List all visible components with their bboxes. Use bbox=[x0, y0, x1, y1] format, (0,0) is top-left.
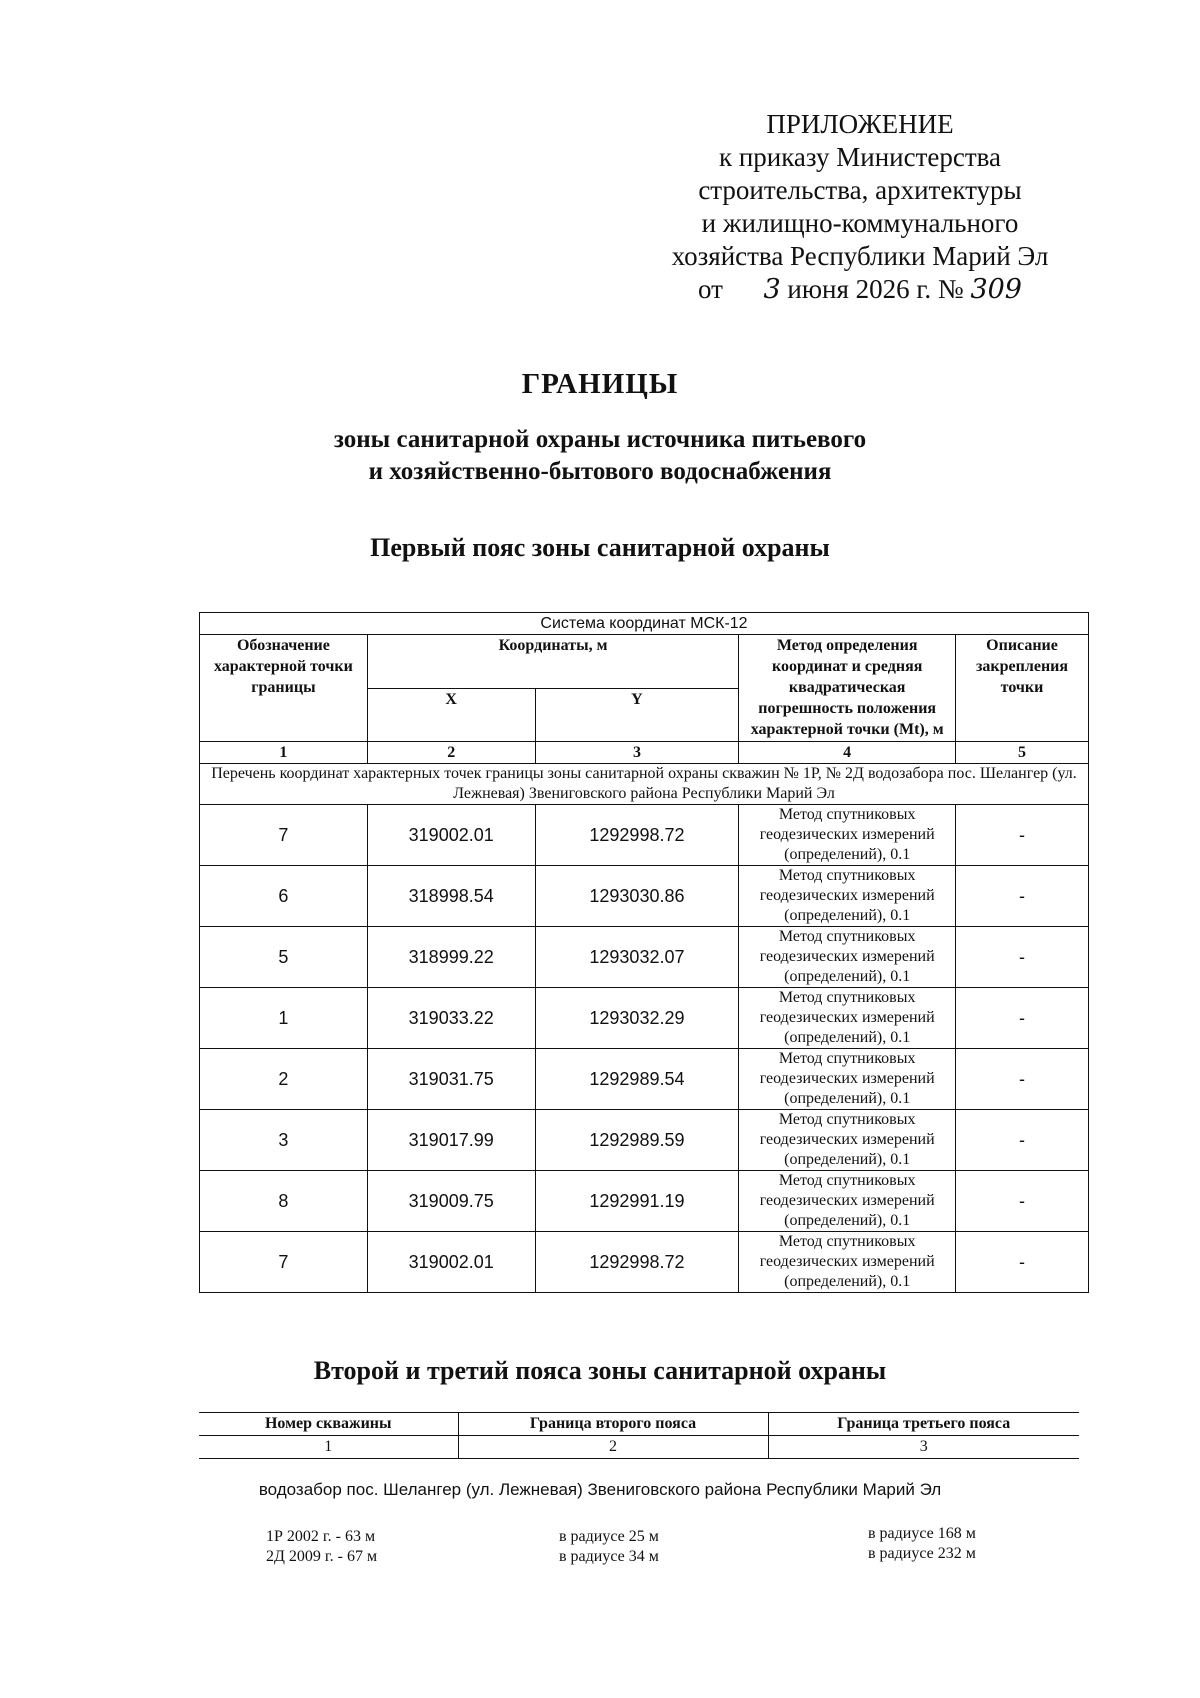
cell-method: Метод спутниковых геодезических измерений (определений), 0.1 bbox=[739, 988, 956, 1049]
cell-point: 8 bbox=[200, 1171, 368, 1232]
header-well-number: Номер скважины bbox=[199, 1413, 458, 1436]
cell-x: 319033.22 bbox=[367, 988, 535, 1049]
list-item: в радиусе 25 м bbox=[559, 1528, 659, 1545]
cell-y: 1292998.72 bbox=[535, 1232, 739, 1293]
subtitle-line: зоны санитарной охраны источника питьевого bbox=[333, 426, 867, 453]
cell-y: 1292989.54 bbox=[535, 1049, 739, 1110]
appendix-date-line bbox=[640, 273, 1080, 306]
cell-y: 1293032.29 bbox=[535, 988, 739, 1049]
appendix-line: строительства, архитектуры bbox=[698, 175, 1022, 205]
column-number: 3 bbox=[768, 1436, 1079, 1459]
date-prefix: от bbox=[698, 274, 723, 304]
column-number: 4 bbox=[739, 742, 956, 764]
document-subtitle bbox=[0, 424, 1200, 488]
column-number: 2 bbox=[458, 1436, 768, 1459]
order-number: 309 bbox=[970, 274, 1022, 305]
list-item: в радиусе 232 м bbox=[868, 1545, 976, 1562]
cell-point: 3 bbox=[200, 1110, 368, 1171]
cell-y: 1292991.19 bbox=[535, 1171, 739, 1232]
cell-description: - bbox=[956, 1110, 1089, 1171]
header-point: Обозначение характерной точки границы bbox=[200, 635, 368, 742]
document-title: ГРАНИЦЫ bbox=[521, 368, 679, 400]
cell-point: 7 bbox=[200, 805, 368, 866]
column-number: 2 bbox=[367, 742, 535, 764]
section-heading-second-third-belts: Второй и третий пояса зоны санитарной охраны bbox=[313, 1356, 887, 1385]
header-y: Y bbox=[535, 688, 739, 742]
cell-description: - bbox=[956, 1171, 1089, 1232]
header-second-belt: Граница второго пояса bbox=[458, 1413, 768, 1436]
cell-y: 1293032.07 bbox=[535, 927, 739, 988]
header-method: Метод определения координат и средняя квадратическая погрешность положения характерной точки (Mt), м bbox=[739, 635, 956, 742]
cell-point: 5 bbox=[200, 927, 368, 988]
header-description: Описание закрепления точки bbox=[956, 635, 1089, 742]
column-number: 3 bbox=[535, 742, 739, 764]
cell-description: - bbox=[956, 866, 1089, 927]
column-number: 5 bbox=[956, 742, 1089, 764]
second-belt-radii bbox=[559, 1527, 659, 1567]
table-note: Перечень координат характерных точек границы зоны санитарной охраны скважин № 1Р, № 2Д водозабора пос. Шелангер (ул. Лежневая) Звениговского района Республики Марий Эл bbox=[200, 764, 1089, 805]
table-row bbox=[200, 1171, 1089, 1232]
table-row bbox=[200, 1110, 1089, 1171]
cell-point: 6 bbox=[200, 866, 368, 927]
water-intake-caption: водозабор пос. Шелангер (ул. Лежневая) Звениговского района Республики Марий Эл bbox=[258, 1480, 942, 1499]
header-x: X bbox=[367, 688, 535, 742]
cell-y: 1292989.59 bbox=[535, 1110, 739, 1171]
cell-method: Метод спутниковых геодезических измерений (определений), 0.1 bbox=[739, 1171, 956, 1232]
header-third-belt: Граница третьего пояса bbox=[768, 1413, 1079, 1436]
cell-method: Метод спутниковых геодезических измерений (определений), 0.1 bbox=[739, 927, 956, 988]
cell-method: Метод спутниковых геодезических измерений (определений), 0.1 bbox=[739, 805, 956, 866]
cell-point: 2 bbox=[200, 1049, 368, 1110]
appendix-line: и жилищно-коммунального bbox=[701, 208, 1019, 238]
list-item: 1Р 2002 г. - 63 м bbox=[266, 1528, 376, 1545]
subtitle-line: и хозяйственно-бытового водоснабжения bbox=[368, 458, 832, 485]
cell-y: 1292998.72 bbox=[535, 805, 739, 866]
cell-x: 319017.99 bbox=[367, 1110, 535, 1171]
coordinate-system: Система координат МСК-12 bbox=[200, 613, 1089, 635]
third-belt-radii bbox=[868, 1524, 976, 1564]
cell-x: 319009.75 bbox=[367, 1171, 535, 1232]
table-row bbox=[200, 988, 1089, 1049]
cell-method: Метод спутниковых геодезических измерений (определений), 0.1 bbox=[739, 1232, 956, 1293]
table-row bbox=[200, 866, 1089, 927]
list-item: в радиусе 168 м bbox=[868, 1525, 976, 1542]
cell-description: - bbox=[956, 1049, 1089, 1110]
list-item: в радиусе 34 м bbox=[559, 1548, 659, 1565]
cell-x: 319002.01 bbox=[367, 805, 535, 866]
cell-method: Метод спутниковых геодезических измерений (определений), 0.1 bbox=[739, 1049, 956, 1110]
cell-x: 318998.54 bbox=[367, 866, 535, 927]
coordinates-table bbox=[199, 612, 1089, 1293]
table-row bbox=[200, 927, 1089, 988]
column-number: 1 bbox=[200, 742, 368, 764]
table-row bbox=[200, 1049, 1089, 1110]
cell-point: 7 bbox=[200, 1232, 368, 1293]
appendix-heading: ПРИЛОЖЕНИЕ bbox=[766, 109, 954, 139]
table-row bbox=[200, 1232, 1089, 1293]
appendix-line: хозяйства Республики Марий Эл bbox=[671, 241, 1049, 271]
cell-point: 1 bbox=[200, 988, 368, 1049]
cell-description: - bbox=[956, 805, 1089, 866]
list-item: 2Д 2009 г. - 67 м bbox=[266, 1548, 378, 1565]
cell-description: - bbox=[956, 927, 1089, 988]
well-names bbox=[266, 1527, 377, 1567]
table-row bbox=[200, 805, 1089, 866]
cell-x: 319002.01 bbox=[367, 1232, 535, 1293]
date-day: 3 bbox=[763, 274, 781, 305]
appendix-line: к приказу Министерства bbox=[718, 142, 1002, 172]
header-coordinates: Координаты, м bbox=[367, 635, 739, 689]
cell-method: Метод спутниковых геодезических измерений (определений), 0.1 bbox=[739, 866, 956, 927]
cell-method: Метод спутниковых геодезических измерений (определений), 0.1 bbox=[739, 1110, 956, 1171]
belts-table bbox=[199, 1412, 1079, 1459]
section-heading-first-belt: Первый пояс зоны санитарной охраны bbox=[370, 533, 830, 562]
date-middle: июня 2026 г. № bbox=[787, 274, 964, 304]
column-number: 1 bbox=[199, 1436, 458, 1459]
cell-description: - bbox=[956, 1232, 1089, 1293]
cell-x: 319031.75 bbox=[367, 1049, 535, 1110]
appendix-block bbox=[640, 108, 1080, 306]
cell-description: - bbox=[956, 988, 1089, 1049]
cell-y: 1293030.86 bbox=[535, 866, 739, 927]
cell-x: 318999.22 bbox=[367, 927, 535, 988]
